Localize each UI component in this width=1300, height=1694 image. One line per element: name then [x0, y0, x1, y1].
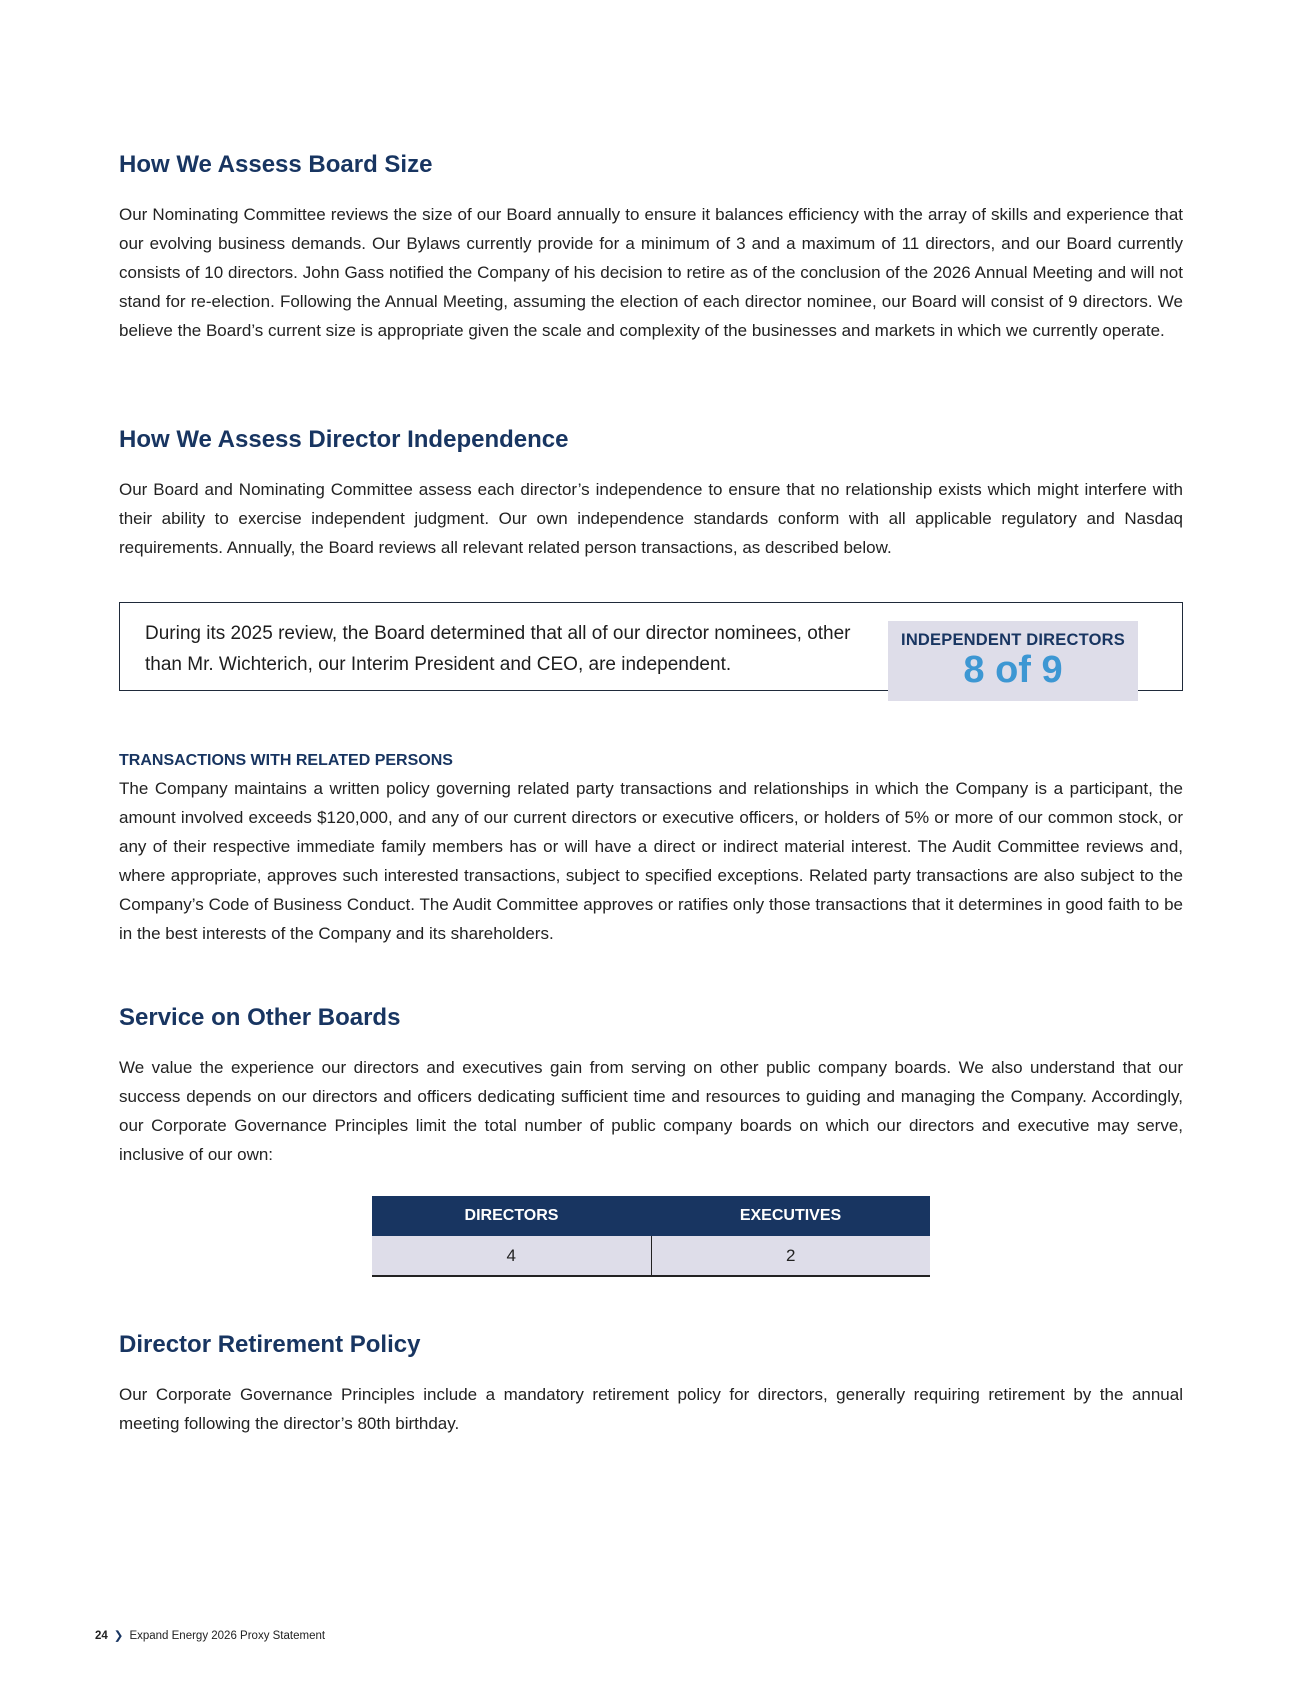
- body-paragraph: Our Corporate Governance Principles include a mandatory retirement policy for directors, generally requiring retirement by the annual meeting following the director’s 80th birthday.: [119, 1385, 1183, 1433]
- body-paragraph: Our Nominating Committee reviews the size of our Board annually to ensure it balances efficiency with the array of skills and experience that our evolving business demands. Our Bylaws currently provide for a minimum of 3 and a maximum of 11 directors, and our Board currently consists of 10 directors. John Gass notified the Company of his decision to retire as of the conclusion of the 2026 Annual Meeting and will not stand for re-election. Following the Annual Meeting, assuming the election of each director nominee, our Board will consist of 9 directors. We believe the Board’s current size is appropriate given the scale and complexity of the businesses and markets in which we currently operate.: [119, 205, 1183, 340]
- stat-label: INDEPENDENT DIRECTORS: [901, 631, 1125, 649]
- body-paragraph: We value the experience our directors and executives gain from serving on other public company boards. We also understand that our success depends on our directors and officers dedicating sufficient time and resources to guiding and managing the Company. Accordingly, our Corporate Governance Principles limit the total number of public company boards on which our directors and executive may serve, inclusive of our own:: [119, 1058, 1183, 1164]
- section-other-boards: [119, 1003, 1183, 1169]
- table-row: [372, 1236, 930, 1276]
- section-director-independence: [119, 425, 1183, 562]
- page-number: 24: [95, 1630, 108, 1642]
- section-heading: Service on Other Boards: [119, 1004, 401, 1031]
- section-heading: Director Retirement Policy: [119, 1331, 421, 1358]
- callout-text: During its 2025 review, the Board determined that all of our director nominees, other than Mr. Wichterich, our Interim President and CEO, are independent.: [145, 623, 851, 675]
- table-header-executives: EXECUTIVES: [651, 1196, 930, 1236]
- board-limits-table: [372, 1196, 930, 1277]
- table-header-row: [372, 1196, 930, 1236]
- section-related-persons: [119, 752, 1183, 948]
- independent-directors-stat: [888, 621, 1138, 701]
- table-cell-executives: 2: [651, 1236, 930, 1276]
- sub-heading: TRANSACTIONS WITH RELATED PERSONS: [119, 752, 453, 769]
- page-footer: [95, 1629, 325, 1643]
- section-retirement-policy: [119, 1330, 1183, 1438]
- body-paragraph: Our Board and Nominating Committee assess each director’s independence to ensure that no relationship exists which might interfere with their ability to exercise independent judgment. Our own independence standards conform with all applicable regulatory and Nasdaq requirements. Annually, the Board reviews all relevant related person transactions, as described below.: [119, 480, 1183, 557]
- document-title: Expand Energy 2026 Proxy Statement: [129, 1630, 326, 1642]
- section-heading: How We Assess Director Independence: [119, 426, 569, 453]
- independence-callout-box: [119, 602, 1183, 691]
- section-heading: How We Assess Board Size: [119, 151, 433, 178]
- body-paragraph: The Company maintains a written policy governing related party transactions and relationships in which the Company is a participant, the amount involved exceeds $120,000, and any of our current directors or executive officers, or holders of 5% or more of our common stock, or any of their respective immediate family members has or will have a direct or indirect material interest. The Audit Committee reviews and, where appropriate, approves such interested transactions, subject to specified exceptions. Related party transactions are also subject to the Company’s Code of Business Conduct. The Audit Committee approves or ratifies only those transactions that it determines in good faith to be in the best interests of the Company and its shareholders.: [119, 779, 1183, 943]
- section-board-size: [119, 150, 1183, 345]
- table-cell-directors: 4: [372, 1236, 651, 1276]
- stat-value: 8 of 9: [963, 649, 1063, 691]
- table-header-directors: DIRECTORS: [372, 1196, 651, 1236]
- chevron-right-icon: ❯: [113, 1630, 124, 1642]
